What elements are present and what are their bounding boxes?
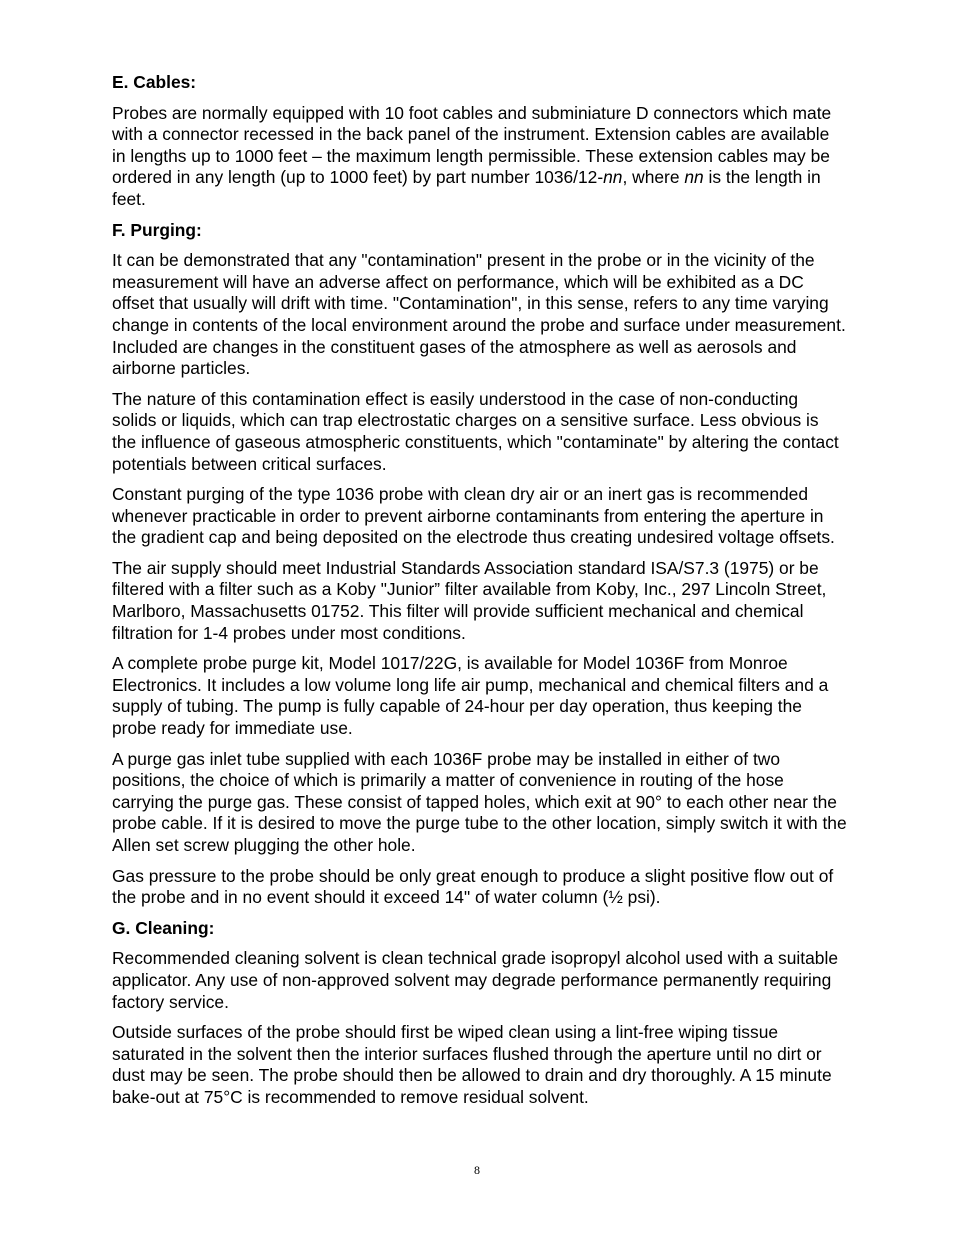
section-heading-cables: E. Cables: bbox=[112, 72, 197, 92]
purging-paragraph-4: The air supply should meet Industrial Standards Association standard ISA/S7.3 (1975) or be filtered with a filter such as a Koby "Junior” filter available from Koby, Inc., 297 Lincoln Street, Marlboro, Massachusetts 01752. This filter will provide sufficient mechanical and chemical filtration for 1-4 probes under most conditions. bbox=[112, 557, 827, 643]
document-page bbox=[112, 72, 847, 1118]
cleaning-paragraph-1: Recommended cleaning solvent is clean technical grade isopropyl alcohol used with a suitable applicator. Any use of non-approved solvent may degrade performance permanently requiring factory service. bbox=[112, 948, 838, 1012]
cables-text-a: Probes are normally equipped with 10 foot cables and subminiature D connectors which mate with a connector recessed in the back panel of the instrument. Extension cables are available in lengths up to 1000 feet – the maximum length permissible. These extension cables may be ordered in any length (up to 1000 feet) by part number 1036/12- bbox=[112, 102, 832, 188]
cables-nn-2: nn bbox=[684, 167, 704, 188]
purging-paragraph-5: A complete probe purge kit, Model 1017/22G, is available for Model 1036F from Monroe Electronics. It includes a low volume long life air pump, mechanical and chemical filters and a supply of tubing. The pump is fully capable of 24-hour per day operation, thus keeping the probe ready for immediate use. bbox=[112, 653, 829, 739]
section-heading-purging: F. Purging: bbox=[112, 219, 202, 240]
section-heading-cleaning: G. Cleaning: bbox=[112, 917, 215, 938]
purging-paragraph-3: Constant purging of the type 1036 probe with clean dry air or an inert gas is recommended whenever practicable in order to prevent airborne contaminants from entering the aperture in the gradient cap and being deposited on the electrode thus creating undesired voltage offsets. bbox=[112, 484, 835, 548]
page-number: 8 bbox=[474, 1163, 480, 1177]
purging-paragraph-6: A purge gas inlet tube supplied with each 1036F probe may be installed in either of two positions, the choice of which is primarily a matter of convenience in routing of the hose carrying the purge gas. These consist of tapped holes, which exit at 90° to each other near the probe cable. If it is desired to move the purge tube to the other location, simply switch it with the Allen set screw plugging the other hole. bbox=[112, 748, 847, 855]
cables-paragraph bbox=[112, 103, 847, 211]
purging-paragraph-1: It can be demonstrated that any "contamination" present in the probe or in the vicinity of the measurement will have an adverse affect on performance, which will be exhibited as a DC offset that usually will drift with time. "Contamination", in this sense, refers to any time varying change in contents of the local environment around the probe and surface under measurement. Included are changes in the constituent gases of the atmosphere as well as aerosols and airborne particles. bbox=[112, 250, 846, 379]
cables-text-c: is the length in feet. bbox=[112, 167, 821, 209]
cleaning-paragraph-2: Outside surfaces of the probe should first be wiped clean using a lint-free wiping tissue saturated in the solvent then the interior surfaces flushed through the aperture until no dirt or dust may be seen. The probe should then be allowed to drain and dry thoroughly. A 15 minute bake-out at 75°C is recommended to remove residual solvent. bbox=[112, 1022, 832, 1107]
cables-text-b: , where bbox=[622, 167, 685, 188]
cables-nn-1: nn bbox=[603, 167, 623, 188]
purging-paragraph-2: The nature of this contamination effect is easily understood in the case of non-conducting solids or liquids, which can trap electrostatic charges on a sensitive surface. Less obvious is the influence of gaseous atmospheric constituents, which "contaminate" by altering the contact potentials between critical surfaces. bbox=[112, 388, 839, 474]
purging-paragraph-7: Gas pressure to the probe should be only great enough to produce a slight positive flow out of the probe and in no event should it exceed 14" of water column (½ psi). bbox=[112, 865, 834, 908]
